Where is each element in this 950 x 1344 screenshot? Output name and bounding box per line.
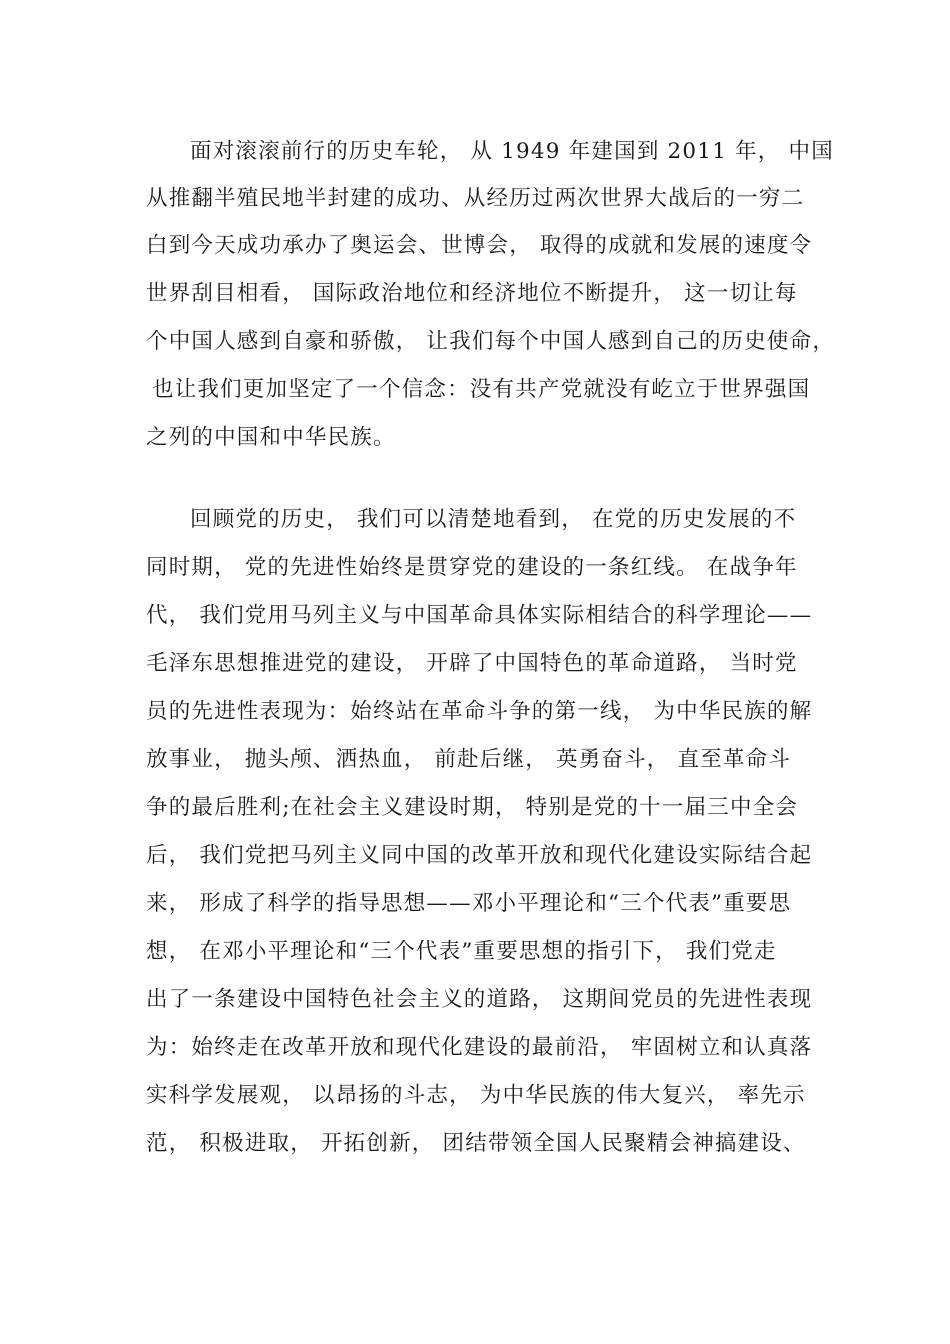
paragraph-1-line: 之列的中国和中华民族。 — [146, 425, 396, 450]
paragraph-2-line: 代， 我们党用马列主义与中国革命具体实际相结合的科学理论—— — [146, 603, 813, 628]
paragraph-2-line: 想， 在邓小平理论和“三个代表”重要思想的指引下， 我们党走 — [146, 939, 777, 964]
paragraph-1-line: 白到今天成功承办了奥运会、世博会， 取得的成就和发展的速度令 — [146, 233, 813, 258]
paragraph-1-line: 个中国人感到自豪和骄傲， 让我们每个中国人感到自己的历史使命， — [146, 329, 836, 354]
paragraph-2-line: 毛泽东思想推进党的建设， 开辟了中国特色的革命道路， 当时党 — [146, 651, 798, 676]
paragraph-2-line: 员的先进性表现为：始终站在革命斗争的第一线， 为中华民族的解 — [146, 699, 813, 724]
paragraph-2-line: 实科学发展观， 以昂扬的斗志， 为中华民族的伟大复兴， 率先示 — [146, 1083, 806, 1108]
paragraph-1-line: 从推翻半殖民地半封建的成功、从经历过两次世界大战后的一穷二 — [146, 186, 805, 211]
paragraph-1-line: 面对滚滚前行的历史车轮， 从 1949 年建国到 2011 年， 中国 — [190, 139, 834, 164]
paragraph-1-line: 世界刮目相看， 国际政治地位和经济地位不断提升， 这一切让每 — [146, 281, 798, 306]
paragraph-2-line: 来， 形成了科学的指导思想——邓小平理论和“三个代表”重要思 — [146, 891, 792, 916]
paragraph-2-line: 放事业， 抛头颅、洒热血， 前赴后继， 英勇奋斗， 直至革命斗 — [146, 747, 792, 772]
paragraph-2-line: 出了一条建设中国特色社会主义的道路， 这期间党员的先进性表现 — [146, 987, 813, 1012]
paragraph-2-line: 争的最后胜利;在社会主义建设时期， 特别是党的十一届三中全会 — [146, 795, 799, 820]
paragraph-2-line: 同时期， 党的先进性始终是贯穿党的建设的一条红线。 在战争年 — [146, 555, 798, 580]
paragraph-2-line: 为：始终走在改革开放和现代化建设的最前沿， 牢固树立和认真落 — [146, 1035, 813, 1060]
paragraph-1-line: 也让我们更加坚定了一个信念：没有共产党就没有屹立于世界强国 — [152, 377, 811, 402]
paragraph-2-line: 回顾党的历史， 我们可以清楚地看到， 在党的历史发展的不 — [190, 507, 797, 532]
paragraph-2-line: 后， 我们党把马列主义同中国的改革开放和现代化建设实际结合起 — [146, 843, 813, 868]
paragraph-2-line: 范， 积极进取， 开拓创新， 团结带领全国人民聚精会神搞建设、 — [146, 1131, 806, 1156]
